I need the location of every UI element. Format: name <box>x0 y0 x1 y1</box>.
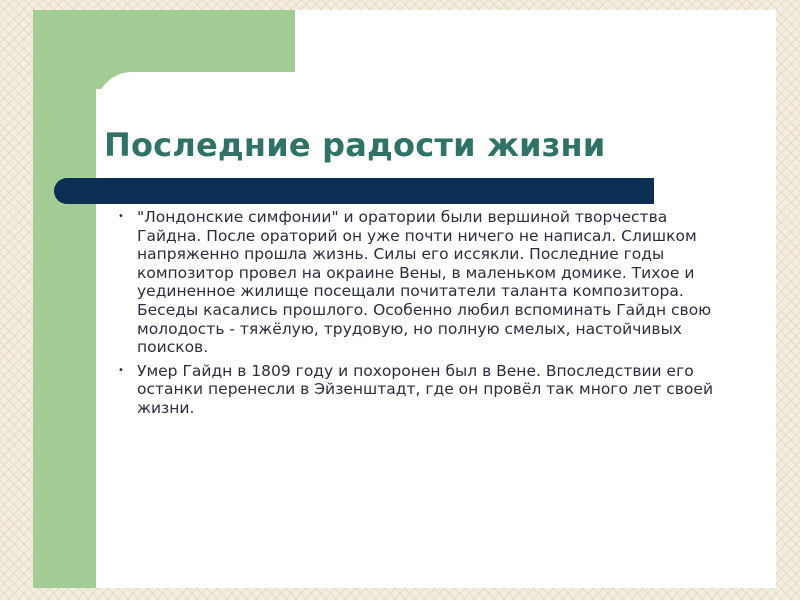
slide-title: Последние радости жизни <box>104 126 606 164</box>
slide <box>33 10 776 588</box>
green-accent-left <box>33 10 96 588</box>
bullet-icon: • <box>118 364 124 376</box>
bullet-text: "Лондонские симфонии" и оратории были вершиной творчества Гайдна. После ораторий он уже почти ничего не написал. Слишком напряженно прошла жизнь. Силы его иссякли. Последние годы композитор провел на окраине Вены, в маленьком домике. Тихое и уединенное жилище посещали почитатели таланта композитора. Беседы касались прошлого. Особенно любил вспоминать Гайдн свою молодость - тяжёлую, трудовую, но полную смелых, настойчивых поисков. <box>137 208 712 357</box>
bullet-icon: • <box>118 211 124 222</box>
bullet-list <box>115 208 725 423</box>
bullet-item <box>115 208 725 357</box>
bullet-text: Умер Гайдн в 1809 году и похоронен был в Вене. Впоследствии его останки перенесли в Эйзенштадт, где он провёл так много лет своей жизни. <box>137 361 714 417</box>
bullet-item <box>115 362 725 418</box>
title-underline-bar <box>54 178 654 204</box>
